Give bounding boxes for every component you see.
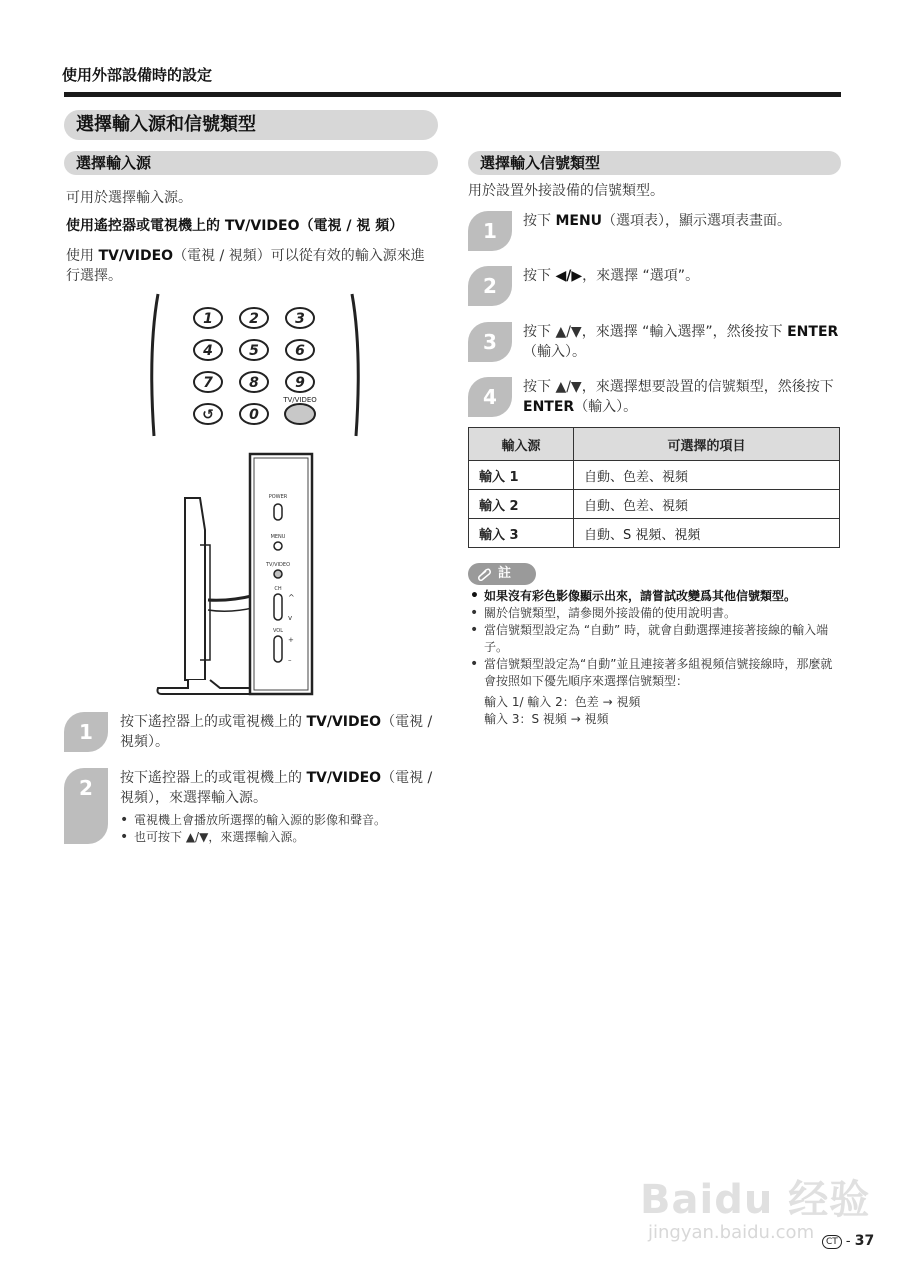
right-step-1-suffix: （選項表），顯示選項表畫面。	[602, 213, 792, 229]
left-step-2-number: 2	[64, 768, 108, 844]
remote-illustration	[140, 290, 370, 440]
left-step-2-text	[120, 768, 438, 808]
note-badge	[468, 563, 536, 585]
note-label: 註	[498, 566, 512, 581]
table-cell: 自動、S 視頻、視頻	[574, 519, 840, 548]
table-cell: 輸入 3	[469, 519, 574, 548]
watermark-url: jingyan.baidu.com	[648, 1222, 815, 1243]
right-step-2-suffix: ，來選擇 “選項”。	[582, 268, 700, 284]
right-step-3-text	[523, 322, 841, 362]
table-header-row	[469, 428, 840, 461]
left-subheading: 使用遙控器或電視機上的 TV/VIDEO（電視 / 視 頻）	[66, 218, 404, 234]
left-step-2-prefix: 按下遙控器上的或電視機上的	[120, 770, 307, 786]
list-item: • 當信號類型設定為 “自動” 時，就會自動選擇連接著接線的輸入端子。	[470, 622, 842, 656]
notes-list	[470, 588, 842, 690]
table-cell: 自動、色差、視頻	[574, 461, 840, 490]
running-head: 使用外部設備時的設定	[62, 66, 213, 84]
right-step-1-prefix: 按下	[523, 213, 556, 229]
remote-label-6: 6	[295, 343, 305, 359]
right-step-4-text	[523, 377, 841, 417]
panel-label-power: POWER	[268, 494, 288, 500]
table-header: 可選擇的項目	[574, 428, 840, 461]
left-step-1-bold: TV/VIDEO	[306, 714, 382, 730]
panel-label-tvvideo: TV/VIDEO	[266, 562, 290, 568]
desc-bold: TV/VIDEO	[98, 248, 174, 264]
list-item: • 關於信號類型，請參閱外接設備的使用說明書。	[470, 605, 842, 622]
remote-label-5: 5	[249, 343, 259, 359]
table-row	[469, 461, 840, 490]
page-number: CT - 37	[822, 1233, 874, 1249]
panel-label-vol: VOL	[272, 628, 284, 634]
tv-illustration	[150, 450, 320, 700]
left-step-2-suffix: （電視 / 視頻），來選擇輸入源。	[120, 770, 433, 806]
paperclip-icon	[476, 567, 492, 581]
priority-line-2: 輸入 3：S 視頻 → 視頻	[484, 712, 609, 726]
priority-line-1: 輸入 1/ 輸入 2：色差 → 視頻	[484, 695, 641, 709]
right-step-2-number: 2	[468, 266, 512, 306]
page-number-value: 37	[854, 1233, 875, 1249]
left-step-1-text	[120, 712, 438, 752]
left-step-2-bullets	[120, 812, 438, 846]
list-item: • 如果沒有彩色影像顯示出來，請嘗試改變爲其他信號類型。	[470, 588, 842, 605]
left-intro: 可用於選擇輸入源。	[66, 190, 192, 206]
remote-label-return: ↺	[202, 407, 214, 423]
remote-label-3: 3	[295, 311, 305, 327]
panel-label-menu: MENU	[270, 534, 286, 540]
right-step-3-suffix: （輸入）。	[523, 344, 586, 360]
right-step-4-prefix: 按下 ▲/▼，來選擇想要設置的信號類型，然後按下	[523, 379, 834, 395]
remote-tvvideo-label: TV/VIDEO	[283, 396, 317, 404]
right-step-3-bold: ENTER	[787, 324, 839, 340]
svg-text:^: ^	[288, 593, 295, 602]
right-intro: 用於設置外接設備的信號類型。	[468, 183, 664, 199]
table-row	[469, 519, 840, 548]
left-step-2-bold: TV/VIDEO	[306, 770, 382, 786]
main-title: 選擇輸入源和信號類型	[64, 110, 438, 140]
right-section-title: 選擇輸入信號類型	[468, 151, 841, 175]
input-source-table	[468, 427, 840, 548]
svg-text:–: –	[288, 656, 292, 664]
list-item: • 當信號類型設定為“自動”並且連接著多組視頻信號接線時，那麼就會按照如下優先順序來選擇信號類型：	[470, 656, 842, 690]
table-cell: 輸入 1	[469, 461, 574, 490]
left-step-1-number: 1	[64, 712, 108, 752]
right-step-1-text	[523, 211, 841, 231]
right-step-4-number: 4	[468, 377, 512, 417]
right-step-2-prefix: 按下	[523, 268, 556, 284]
remote-button-tvvideo	[285, 404, 315, 424]
desc-suffix: （電視 / 視頻）可以從有效的輸入源來進行選擇。	[66, 248, 425, 284]
table-cell: 輸入 2	[469, 490, 574, 519]
right-step-4-bold: ENTER	[523, 399, 575, 415]
header-rule	[64, 92, 841, 97]
right-step-2-text	[523, 266, 841, 286]
left-step-1-suffix: （電視 / 視頻）。	[120, 714, 433, 750]
table-cell: 自動、色差、視頻	[574, 490, 840, 519]
list-item: • 電視機上會播放所選擇的輸入源的影像和聲音。	[120, 812, 438, 829]
remote-label-4: 4	[203, 343, 213, 359]
right-step-2-bold: ◀/▶	[555, 268, 583, 284]
svg-text:+: +	[288, 636, 294, 644]
remote-label-0: 0	[249, 407, 259, 423]
remote-label-7: 7	[203, 375, 213, 391]
table-header: 輸入源	[469, 428, 574, 461]
left-step-1-prefix: 按下遙控器上的或電視機上的	[120, 714, 307, 730]
right-step-4-suffix: （輸入）。	[574, 399, 638, 415]
right-step-3-prefix: 按下 ▲/▼，來選擇 “輸入選擇”，然後按下	[523, 324, 788, 340]
list-item: • 也可按下 ▲/▼，來選擇輸入源。	[120, 829, 438, 846]
left-description	[66, 246, 438, 286]
page-prefix: CT	[822, 1235, 842, 1249]
remote-label-1: 1	[203, 311, 213, 327]
right-step-1-number: 1	[468, 211, 512, 251]
svg-text:v: v	[288, 614, 293, 622]
panel-label-ch: CH	[274, 586, 282, 592]
watermark-logo: Baidu 经验	[640, 1177, 871, 1223]
remote-label-8: 8	[249, 375, 259, 391]
left-section-title: 選擇輸入源	[64, 151, 438, 175]
remote-label-9: 9	[295, 375, 305, 391]
table-row	[469, 490, 840, 519]
remote-label-2: 2	[249, 311, 259, 327]
desc-prefix: 使用	[66, 248, 99, 264]
right-step-1-bold: MENU	[555, 213, 603, 229]
right-step-3-number: 3	[468, 322, 512, 362]
